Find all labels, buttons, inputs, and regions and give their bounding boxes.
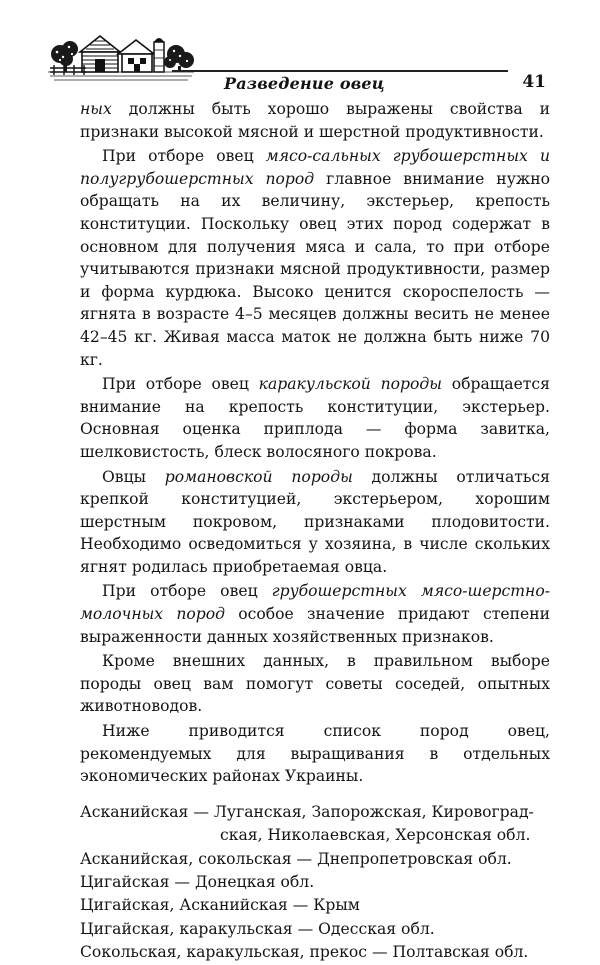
paragraph-4-text-b: должны отличаться крепкой конституцией, экстерьером, хорошим шерстным покровом, признаками плодовитости. Необходимо осведомиться у хозяина, в числе скольких ягнят родилась приобретаемая овца. bbox=[80, 467, 550, 576]
paragraph-2-text-a: При отборе овец bbox=[102, 147, 266, 166]
farm-illustration-icon bbox=[46, 28, 196, 84]
paragraph-5 bbox=[80, 580, 550, 648]
page-header bbox=[46, 28, 554, 93]
paragraph-1-italic: ных bbox=[80, 100, 112, 118]
paragraph-4-text-a: Овцы bbox=[102, 467, 165, 486]
paragraph-3-text-a: При отборе овец bbox=[102, 375, 259, 394]
list-item: Цигайская, Асканийская — Крым bbox=[80, 896, 360, 915]
header-rule bbox=[172, 70, 508, 72]
list-item: Цигайская — Донецкая обл. bbox=[80, 873, 315, 892]
paragraph-5-text-b: особое значение придают степени выраженности данных хозяйственных признаков. bbox=[80, 605, 550, 646]
paragraph-6-text: Кроме внешних данных, в правильном выборе породы овец вам помогут советы соседей, опытных животноводов. bbox=[80, 652, 550, 716]
paragraph-1-text: должны быть хорошо выражены свойства и признаки высокой мясной и шерстной продуктивности. bbox=[80, 100, 550, 141]
paragraph-1 bbox=[80, 98, 550, 143]
paragraph-7-text: Ниже приводится список пород овец, рекомендуемых для выращивания в отдельных экономических районах Украины. bbox=[80, 722, 550, 786]
paragraph-3-text-b: обращается внимание на крепость конституции, экстерьер. Основная оценка приплода — форма завитка, шелковистость, блеск волосяного покрова. bbox=[80, 375, 551, 461]
paragraph-4 bbox=[80, 466, 550, 579]
list-item: Цигайская, каракульская — Одесская обл. bbox=[80, 919, 435, 938]
paragraph-6 bbox=[80, 650, 550, 718]
list-item-continuation: ская, Николаевская, Херсонская обл. bbox=[220, 826, 531, 845]
paragraph-3 bbox=[80, 373, 550, 463]
list-item: Асканийская — Луганская, Запорожская, Кировоград- bbox=[80, 802, 534, 821]
paragraph-4-italic: романовской породы bbox=[164, 467, 353, 486]
paragraph-2-text-b: главное внимание нужно обращать на их величину, экстерьер, крепость конституции. Поскольку овец этих пород содержат в основном для получения мяса и сала, то при отборе учитываются признаки мясной продуктивности, размер и форма курдюка. Высоко ценится скороспелость — ягнята в возрасте 4–5 месяцев должны весить не менее 42–45 кг. Живая масса маток не должна быть ниже 70 кг. bbox=[80, 169, 550, 369]
paragraph-3-italic: каракульской породы bbox=[258, 375, 442, 394]
breed-region-list bbox=[80, 801, 550, 965]
running-title: Разведение овец bbox=[224, 74, 385, 93]
list-item: Сокольская, каракульская, прекос — Полтавская обл. bbox=[80, 943, 529, 962]
paragraph-5-text-a: При отборе овец bbox=[102, 582, 272, 601]
paragraph-2-italic: мясо-сальных грубошерстных и полугрубошерстных пород bbox=[80, 147, 550, 188]
paragraph-7 bbox=[80, 720, 550, 788]
list-item: Асканийская, сокольская — Днепропетровская обл. bbox=[80, 849, 512, 868]
page-body bbox=[80, 98, 550, 965]
paragraph-2 bbox=[80, 145, 550, 371]
page-number: 41 bbox=[522, 72, 546, 92]
paragraph-5-italic: грубошерстных мясо-шерстно-молочных пород bbox=[80, 582, 550, 624]
